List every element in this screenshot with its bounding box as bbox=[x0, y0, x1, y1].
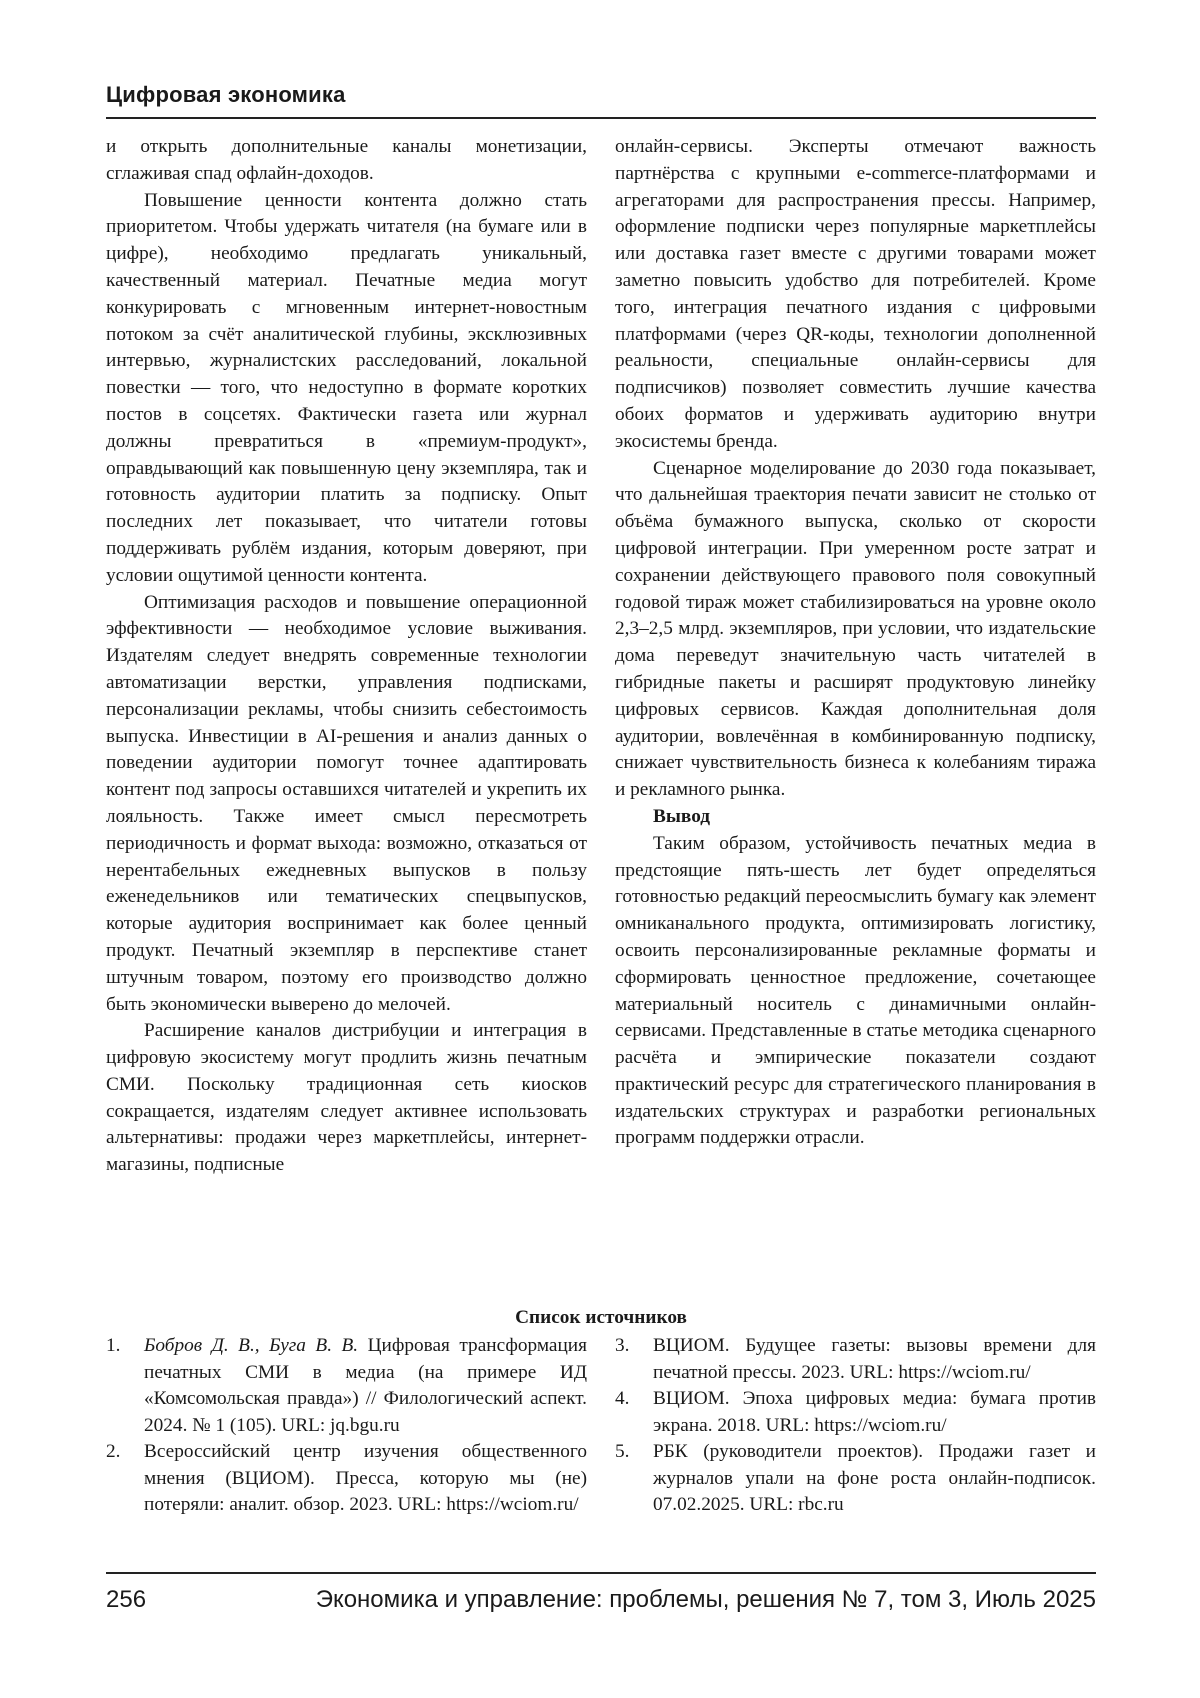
reference-number: 3. bbox=[615, 1335, 630, 1356]
reference-number: 1. bbox=[106, 1335, 121, 1356]
paragraph: Оптимизация расходов и повышение операционной эффективности — необходимое условие выживания. Издателям следует внедрять современные технологии автоматизации верстки, управления подписками, персонализации рекламы, чтобы снизить себестоимость выпуска. Инвестиции в AI-решения и анализ данных о поведении аудитории помогут точнее адаптировать контент под запросы оставшихся читателей и укрепить их лояльность. Также имеет смысл пересмотреть периодичность и формат выхода: возможно, отказаться от нерентабельных ежедневных выпусков в пользу еженедельников или тематических спецвыпусков, которые аудитория воспринимает как более ценный продукт. Печатный экземпляр в перспективе станет штучным товаром, поэтому его производство должно быть экономически выверено до мелочей. bbox=[106, 591, 587, 1015]
reference-item bbox=[615, 1386, 1096, 1439]
reference-item bbox=[615, 1333, 1096, 1386]
left-column bbox=[106, 134, 587, 1179]
paragraph: Сценарное моделирование до 2030 года показывает, что дальнейшая траектория печати зависит не столько от объёма бумажного выпуска, сколько от скорости цифровой интеграции. При умеренном росте затрат и сохранении действующего правового поля совокупный годовой тираж может стабилизироваться на уровне около 2,3–2,5 млрд. экземпляров, при условии, что издательские дома переведут значительную часть читателей в гибридные пакеты и расширят продуктовую линейку цифровых сервисов. Каждая дополнительная доля аудитории, вовлечённая в комбинированную подписку, снижает чувствительность бизнеса к колебаниям тиража и рекламного рынка. bbox=[615, 457, 1096, 801]
reference-body: ВЦИОМ. Эпоха цифровых медиа: бумага против экрана. 2018. URL: https://wciom.ru/ bbox=[653, 1388, 1096, 1436]
reference-text bbox=[144, 1333, 587, 1439]
reference-item bbox=[615, 1439, 1096, 1519]
journal-title: Экономика и управление: проблемы, решения № 7, том 3, Июль 2025 bbox=[315, 1586, 1096, 1613]
right-column bbox=[615, 134, 1096, 1152]
paragraph: Таким образом, устойчивость печатных медиа в предстоящие пять-шесть лет будет определяться готовностью редакций переосмыслить бумагу как элемент омниканального продукта, оптимизировать логистику, освоить персонализированные рекламные форматы и сформировать ценностное предложение, сочетающее материальный носитель с динамичными онлайн-сервисами. Представленные в статье методика сценарного расчёта и эмпирические показатели создают практический ресурс для стратегического планирования в издательских структурах и разработки региональных программ поддержки отрасли. bbox=[615, 832, 1096, 1149]
reference-body: Цифровая трансформация печатных СМИ в медиа (на примере ИД «Комсомольская правда») // Филологический аспект. 2024. № 1 (105). URL: jq.bgu.ru bbox=[144, 1335, 587, 1436]
reference-body: РБК (руководители проектов). Продажи газет и журналов упали на фоне роста онлайн-подписок. 07.02.2025. URL: rbc.ru bbox=[653, 1441, 1096, 1515]
reference-number: 2. bbox=[106, 1441, 121, 1462]
paragraph: онлайн-сервисы. Эксперты отмечают важность партнёрства с крупными e-commerce-платформами и агрегаторами для распространения прессы. Например, оформление подписки через популярные маркетплейсы или доставка газет вместе с другими товарами может заметно повысить удобство для потребителей. Кроме того, интеграция печатного издания с цифровыми платформами (через QR-коды, технологии дополненной реальности, специальные онлайн-сервисы для подписчиков) позволяет совместить лучшие качества обоих форматов и удерживать аудиторию внутри экосистемы бренда. bbox=[615, 136, 1096, 452]
reference-body: ВЦИОМ. Будущее газеты: вызовы времени для печатной прессы. 2023. URL: https://wciom.ru/ bbox=[653, 1335, 1096, 1383]
header-rule bbox=[106, 117, 1096, 119]
paragraph: Расширение каналов дистрибуции и интеграция в цифровую экосистему могут продлить жизнь печатным СМИ. Поскольку традиционная сеть киосков сокращается, издателям следует активнее использовать альтернативы: продажи через маркетплейсы, интернет-магазины, подписные bbox=[106, 1020, 587, 1176]
reference-item bbox=[106, 1333, 587, 1439]
reference-item bbox=[106, 1439, 587, 1519]
paragraph: Повышение ценности контента должно стать приоритетом. Чтобы удержать читателя (на бумаге или в цифре), необходимо предлагать уникальный, качественный материал. Печатные медиа могут конкурировать с мгновенным интернет-новостным потоком за счёт аналитической глубины, эксклюзивных интервью, журналистских расследований, локальной повестки — того, что недоступно в формате коротких постов в соцсетях. Фактически газета или журнал должны превратиться в «премиум-продукт», оправдывающий как повышенную цену экземпляра, так и готовность аудитории платить за подписку. Опыт последних лет показывает, что читатели готовы поддерживать рублём издания, которым доверяют, при условии ощутимой ценности контента. bbox=[106, 189, 587, 586]
references-title: Список источников bbox=[515, 1307, 687, 1328]
reference-body: Всероссийский центр изучения общественного мнения (ВЦИОМ). Пресса, которую мы (не) потеряли: аналит. обзор. 2023. URL: https://wciom.ru/ bbox=[144, 1441, 587, 1515]
running-header: Цифровая экономика bbox=[106, 82, 346, 107]
references-left bbox=[106, 1333, 587, 1519]
paragraph: и открыть дополнительные каналы монетизации, сглаживая спад офлайн-доходов. bbox=[106, 136, 587, 184]
reference-authors: Бобров Д. В., Буга В. В. bbox=[144, 1335, 359, 1356]
footer-rule bbox=[106, 1572, 1096, 1574]
reference-number: 5. bbox=[615, 1441, 630, 1462]
reference-number: 4. bbox=[615, 1388, 630, 1409]
conclusion-heading: Вывод bbox=[653, 805, 711, 827]
references-right bbox=[615, 1333, 1096, 1519]
page-number: 256 bbox=[106, 1586, 147, 1613]
